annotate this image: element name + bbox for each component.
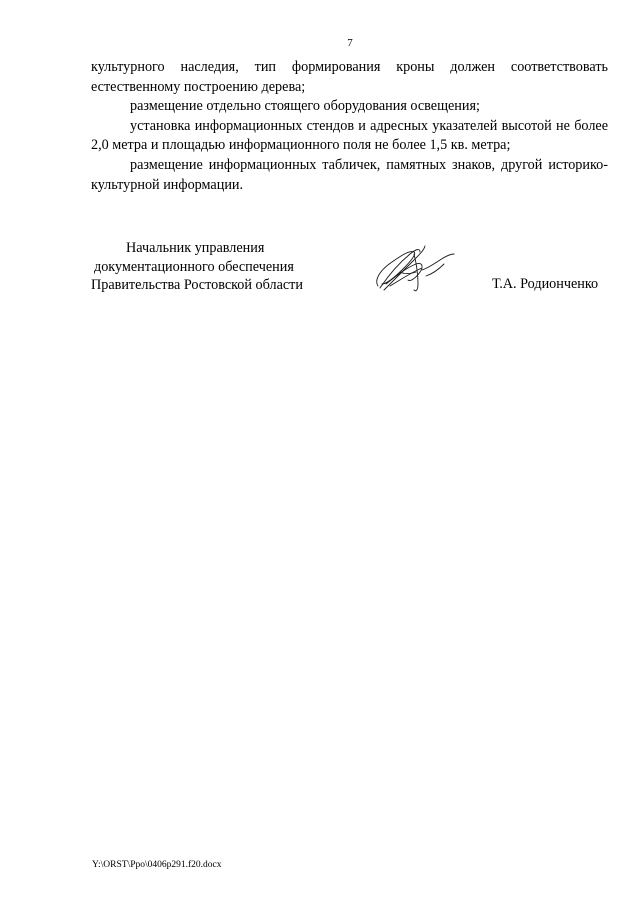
paragraph-info-plates: размещение информационных табличек, памятных знаков, другой историко-культурной информации. — [91, 156, 608, 193]
paragraph-lighting: размещение отдельно стоящего оборудования освещения; — [130, 98, 480, 115]
paragraph-info-stands: установка информационных стендов и адресных указателей высотой не более 2,0 метра и площадью информационного поля не более 1,5 кв. метра; — [91, 117, 608, 154]
footer-file-path: Y:\ORST\Ppo\0406p291.f20.docx — [92, 860, 222, 870]
document-body — [91, 58, 608, 195]
handwritten-signature — [370, 240, 460, 296]
signatory-title-line: документационного обеспечения — [94, 258, 294, 275]
signatory-title-line: Правительства Ростовской области — [91, 277, 303, 293]
paragraph-culture-heritage: культурного наследия, тип формирования кроны должен соответствовать естественному построению дерева; — [91, 59, 608, 95]
signatory-title-line: Начальник управления — [126, 240, 265, 256]
page-number: 7 — [347, 37, 353, 49]
signatory-title-block — [91, 239, 303, 295]
signer-name: Т.А. Родионченко — [492, 276, 599, 292]
